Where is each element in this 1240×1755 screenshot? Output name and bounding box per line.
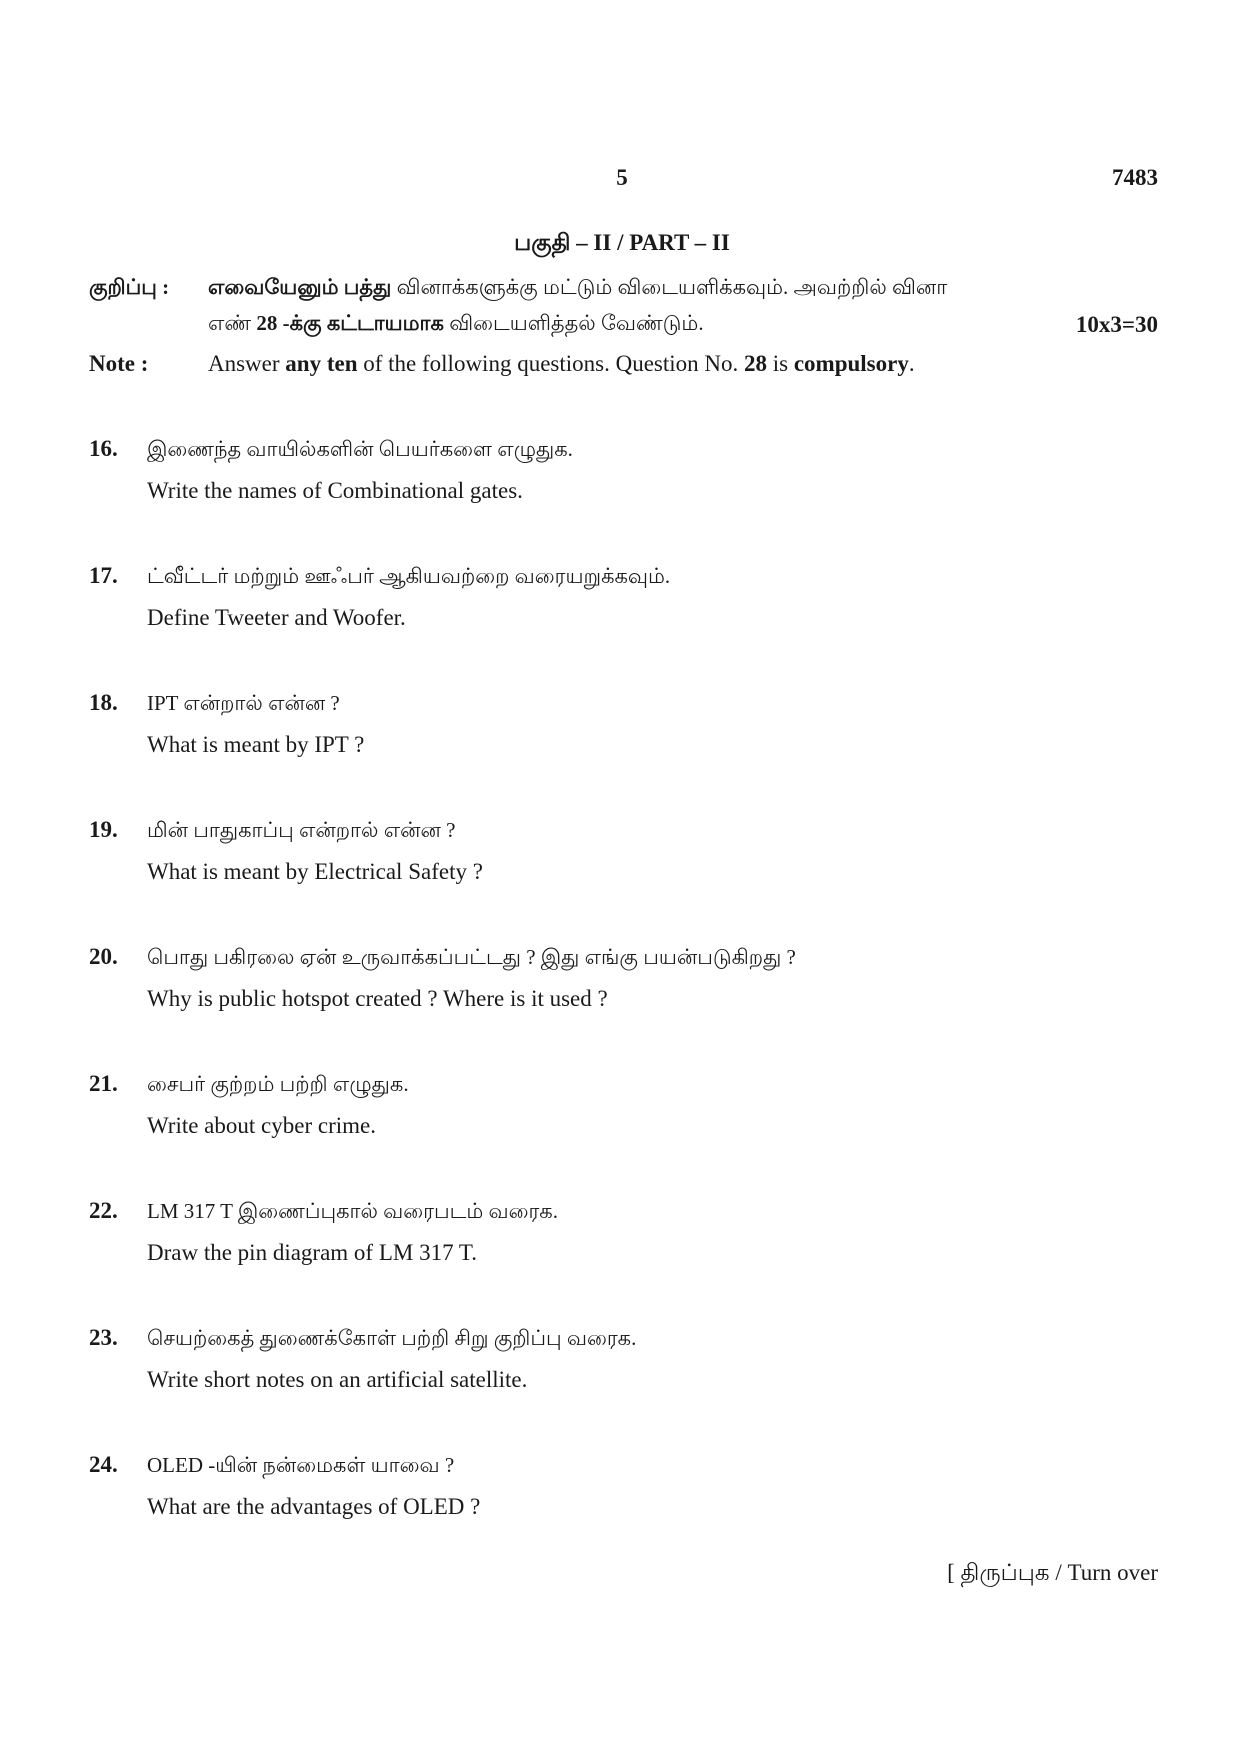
note-text-segment: is [767,351,794,376]
question-tamil: இணைந்த வாயில்களின் பெயர்களை எழுதுக. [147,437,573,461]
note-english-text [208,349,915,379]
note-tamil-text: எண் [208,311,257,335]
question-item [89,1323,1159,1450]
page-number: 5 [616,165,628,190]
question-tamil: LM 317 T இணைப்புகால் வரைபடம் வரைக. [147,1199,558,1223]
question-number: 23. [89,1325,118,1350]
question-tamil: சைபர் குற்றம் பற்றி எழுதுக. [147,1072,409,1096]
question-item [89,1196,1159,1323]
question-list [89,434,1159,1577]
question-english: Why is public hotspot created ? Where is it used ? [147,986,608,1011]
question-english: What is meant by Electrical Safety ? [147,859,483,884]
question-item [89,942,1159,1069]
note-text-segment: Answer [208,351,286,376]
question-number: 19. [89,817,118,842]
question-english: What is meant by IPT ? [147,732,365,757]
question-tamil: ட்வீட்டர் மற்றும் ஊஃபர் ஆகியவற்றை வரையறுக்கவும். [147,564,671,588]
question-tamil: OLED -யின் நன்மைகள் யாவை ? [147,1453,455,1477]
note-tamil-line-1 [208,272,947,302]
question-english: Define Tweeter and Woofer. [147,605,406,630]
note-tamil-text: விடையளித்தல் வேண்டும். [443,311,704,335]
question-item [89,688,1159,815]
note-english-label: Note : [89,351,149,376]
note-tamil-emphasis: எவையேனும் பத்து [208,275,392,299]
question-number: 24. [89,1452,118,1477]
question-item [89,434,1159,561]
marks-allocation: 10x3=30 [1075,312,1158,337]
question-english: Write about cyber crime. [147,1113,376,1138]
question-number: 18. [89,690,118,715]
note-emphasis: 28 [744,351,767,376]
note-tamil-text: வினாக்களுக்கு மட்டும் விடையளிக்கவும். அவற்றில் வினா [391,275,948,299]
question-number: 17. [89,563,118,588]
paper-code: 7483 [1112,165,1158,190]
question-tamil: IPT என்றால் என்ன ? [147,691,340,715]
turn-over-note: [ திருப்புக / Turn over [947,1560,1158,1585]
note-emphasis: any ten [285,351,358,376]
question-number: 20. [89,944,118,969]
question-number: 16. [89,436,118,461]
question-number: 21. [89,1071,118,1096]
question-english: What are the advantages of OLED ? [147,1494,481,1519]
section-title: பகுதி – II / PART – II [514,230,730,255]
question-english: Draw the pin diagram of LM 317 T. [147,1240,478,1265]
question-english: Write the names of Combinational gates. [147,478,523,503]
note-tamil-label: குறிப்பு : [89,275,170,299]
question-tamil: செயற்கைத் துணைக்கோள் பற்றி சிறு குறிப்பு வரைக. [147,1326,637,1350]
question-tamil: பொது பகிரலை ஏன் உருவாக்கப்பட்டது ? இது எங்கு பயன்படுகிறது ? [147,945,796,969]
note-text-segment: . [908,351,915,376]
question-tamil: மின் பாதுகாப்பு என்றால் என்ன ? [147,818,456,842]
question-item [89,561,1159,688]
note-tamil-emphasis: 28 -க்கு கட்டாயமாக [256,311,444,335]
question-item [89,1069,1159,1196]
note-text-segment: of the following questions. Question No. [357,351,744,376]
note-tamil-line-2 [208,308,704,338]
question-number: 22. [89,1198,118,1223]
note-emphasis: compulsory [793,351,909,376]
question-item [89,815,1159,942]
question-english: Write short notes on an artificial satellite. [147,1367,528,1392]
